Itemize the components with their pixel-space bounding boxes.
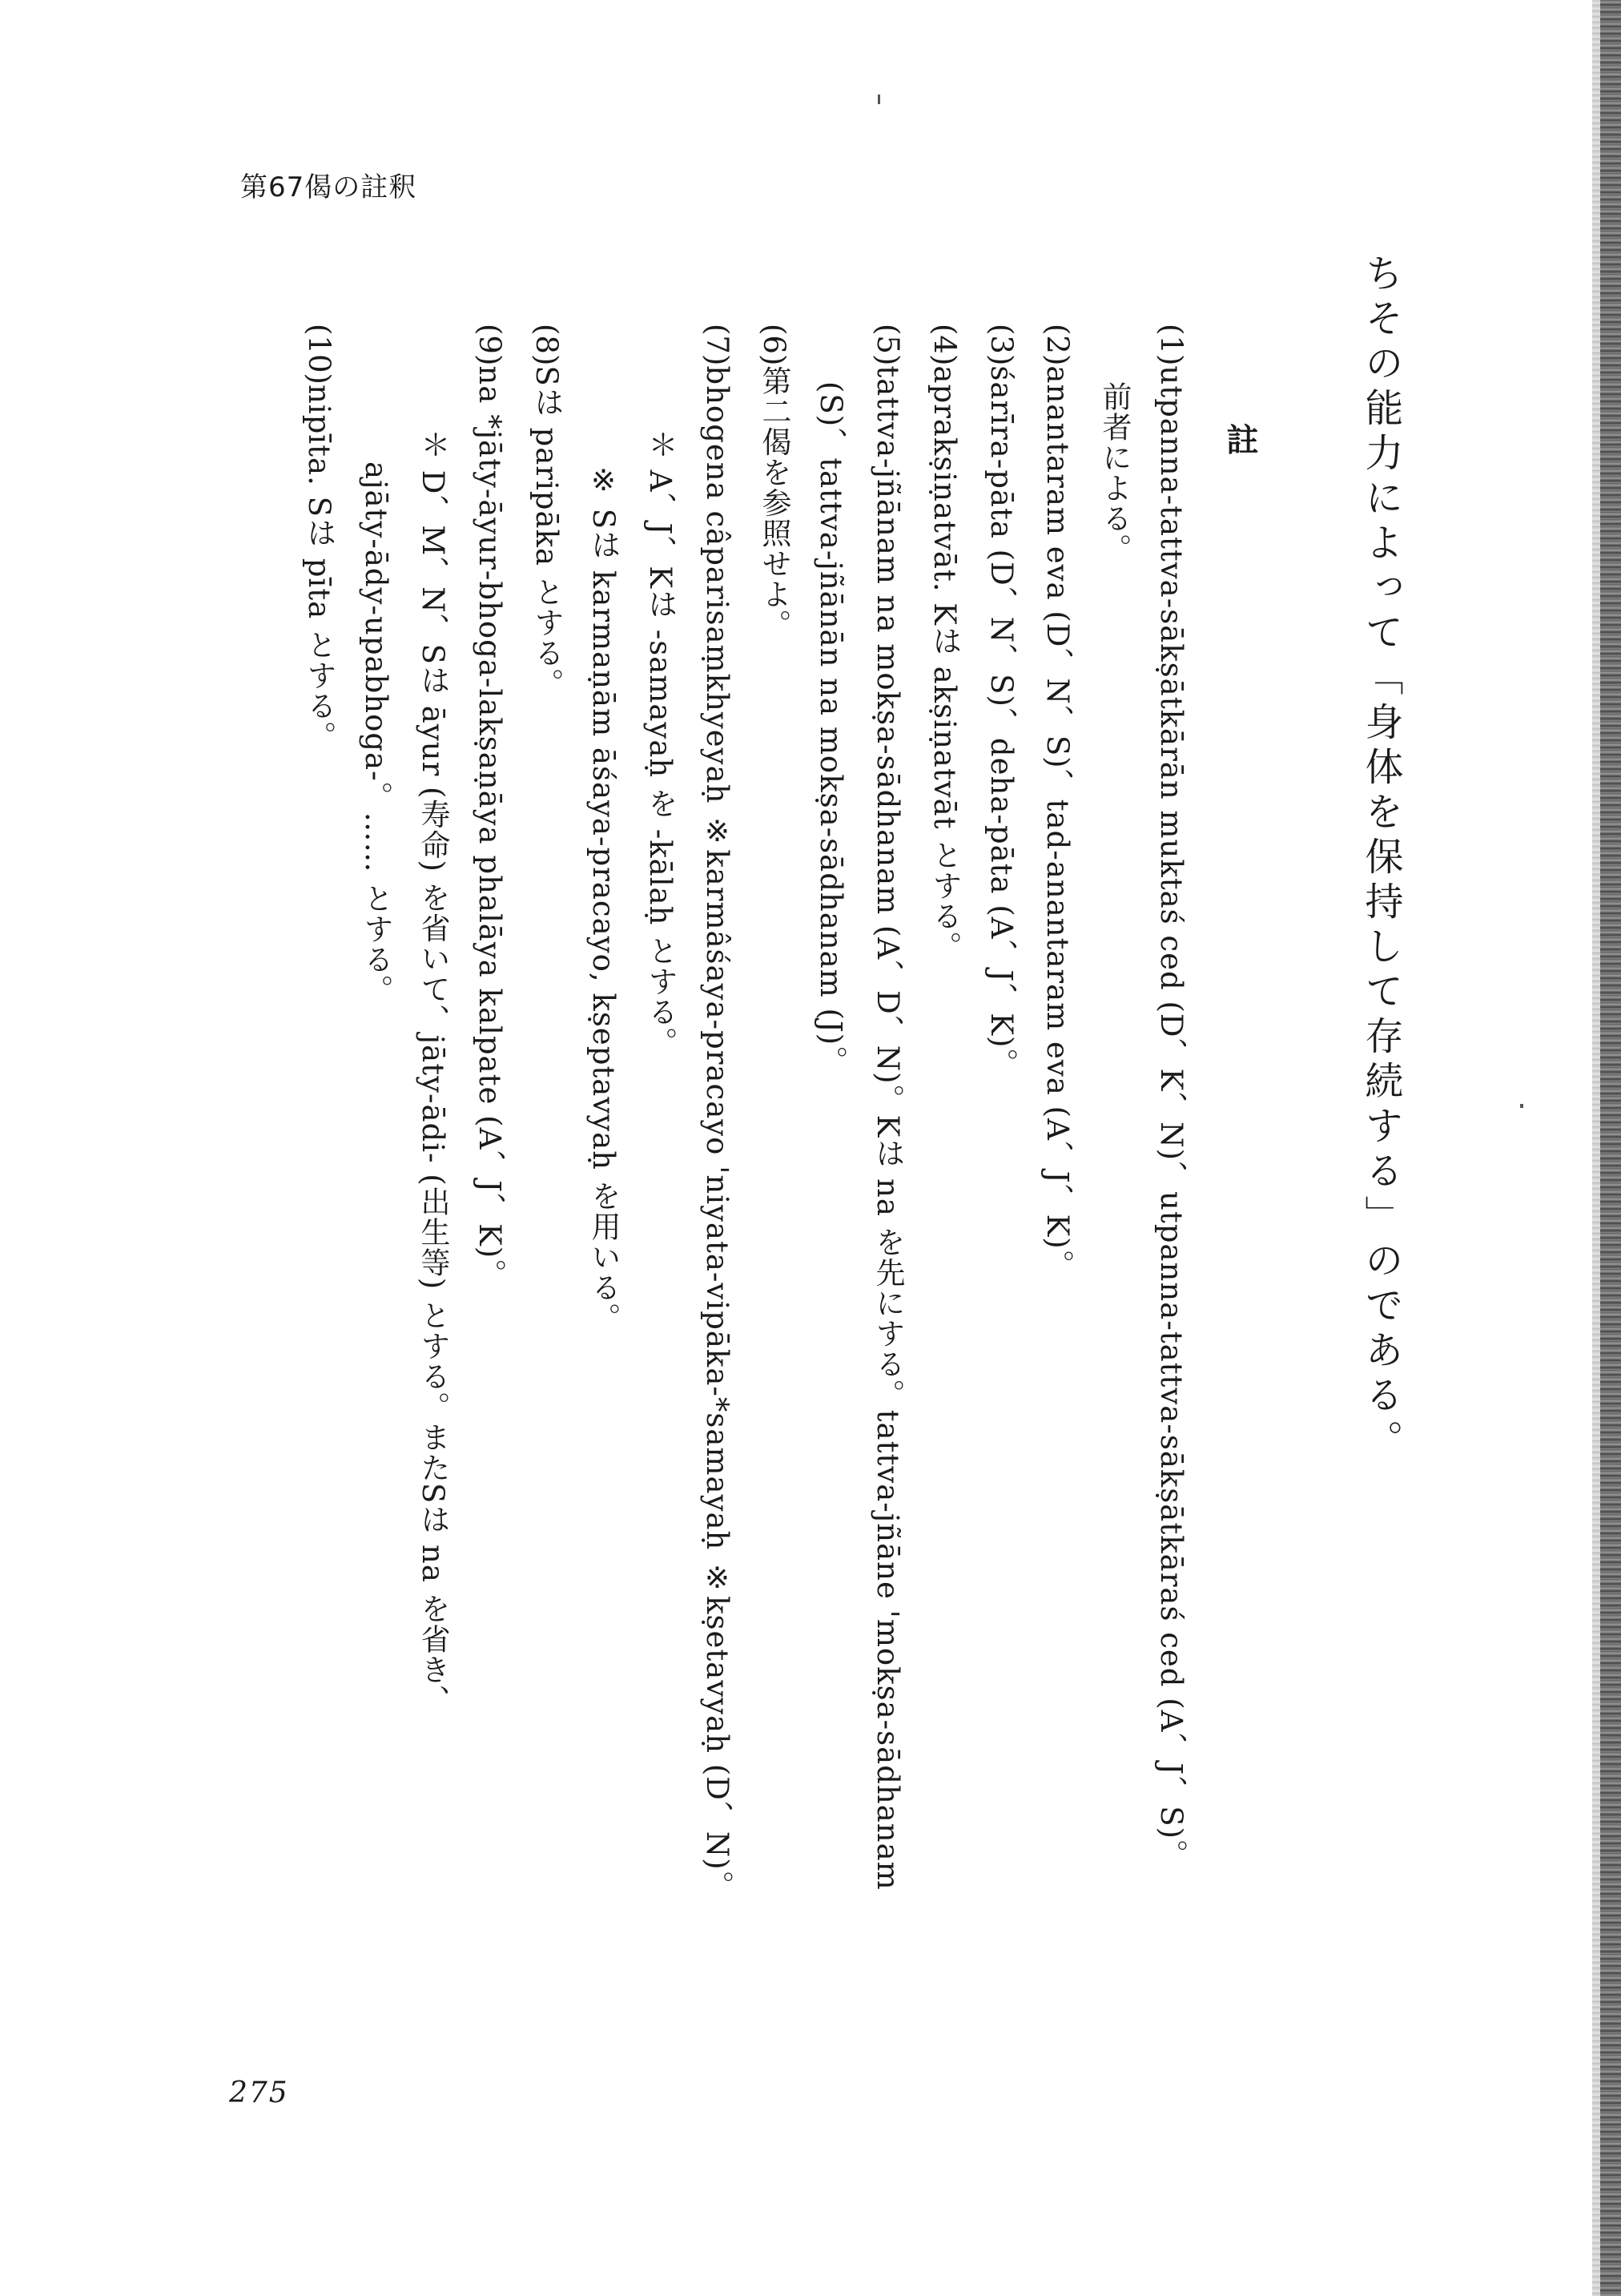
note-text: tattva-jñānam na mokṣa-sādhanam (A、D、N)。Kは na を先にする。tattva-jñāne 'mokṣa-sādhanam — [871, 365, 905, 1891]
note-6 — [759, 324, 789, 639]
note-text: aprakṣiṇatvāt. Kは akṣiṇatvāt とする。 — [927, 365, 962, 962]
note-text: utpanna-tattva-sākṣātkārān muktaś ced (D、K、N)、utpanna-tattva-sākṣātkāraś ced (A、J、S)。 — [1154, 365, 1189, 1871]
note-1 — [1154, 324, 1189, 1871]
note-text: Sは paripāka とする。 — [529, 365, 564, 699]
note-number: (8) — [529, 324, 564, 366]
note-number: (4) — [927, 324, 962, 366]
note-text: 第二偈を参照せよ。 — [757, 365, 791, 640]
scan-speck — [1520, 1104, 1523, 1108]
note-number: (7) — [700, 324, 734, 366]
note-sub-reference-mark — [586, 463, 621, 1333]
note-7 — [702, 324, 732, 1901]
note-2 — [1040, 324, 1075, 1280]
note-10 — [304, 324, 334, 751]
note-continuation — [361, 461, 391, 1005]
note-8 — [529, 324, 564, 699]
note-text: ＊ A、J、Kは -samayaḥ を -kālaḥ とする。 — [643, 429, 678, 1058]
note-text: ajāty-ādy-upabhoga-。…… とする。 — [359, 461, 393, 1005]
note-continuation — [816, 381, 846, 1076]
note-number: (1) — [1154, 324, 1189, 366]
scan-mark — [878, 95, 880, 104]
main-text-line: ちその能力によって「身体を保持して存続する」のである。 — [1358, 253, 1403, 1464]
note-number: (6) — [757, 324, 791, 366]
page-binding-shadow — [1592, 0, 1600, 2296]
note-number: (5) — [871, 324, 905, 366]
note-number: (10) — [302, 324, 336, 385]
page-scanned-edge — [1600, 0, 1621, 2296]
note-text: śarīra-pāta (D、N、S)、deha-pāta (A、J、K)。 — [984, 365, 1019, 1079]
page-number: 275 — [229, 2076, 289, 2109]
note-text: anantaram eva (D、N、S)、tad-anantaram eva (A、J、K)。 — [1040, 365, 1075, 1280]
note-text: (S)、tattva-jñānān na mokṣa-sādhanam (J)。 — [814, 381, 848, 1077]
note-text: bhogena câparisaṃkhyeyaḥ ※karmâśaya-pracayo 'niyata-vipāka-*samayaḥ ※kṣetavyaḥ (D、N)。 — [700, 365, 734, 1901]
notes-heading: 註 — [1221, 423, 1258, 455]
note-5 — [873, 324, 903, 1891]
note-4 — [927, 324, 962, 962]
running-header: 第67偈の註釈 — [240, 171, 417, 203]
note-sub-asterisk — [643, 429, 678, 1058]
note-number: (9) — [473, 324, 507, 366]
note-text: na *jāty-āyur-bhoga-lakṣaṇāya phalāya kalpate (A、J、K)。 — [473, 365, 507, 1290]
note-number: (2) — [1040, 324, 1075, 366]
note-text: 前者による。 — [1097, 381, 1132, 564]
note-text: nipīta. Sは pīta とする。 — [302, 384, 336, 751]
note-sub-asterisk — [418, 429, 448, 1715]
note-9 — [475, 324, 505, 1289]
note-text: ＊ D、M、N、Sは āyur (寿命) を省いて、jāty-ādi- (出生等) とする。またSは na を省き、 — [416, 429, 450, 1715]
note-text: ※ Sは karmaṇām āśaya-pracayo, kṣeptavyaḥ を用いる。 — [586, 463, 621, 1333]
note-number: (3) — [984, 324, 1019, 366]
note-3 — [984, 324, 1019, 1079]
note-continuation — [1097, 381, 1132, 564]
